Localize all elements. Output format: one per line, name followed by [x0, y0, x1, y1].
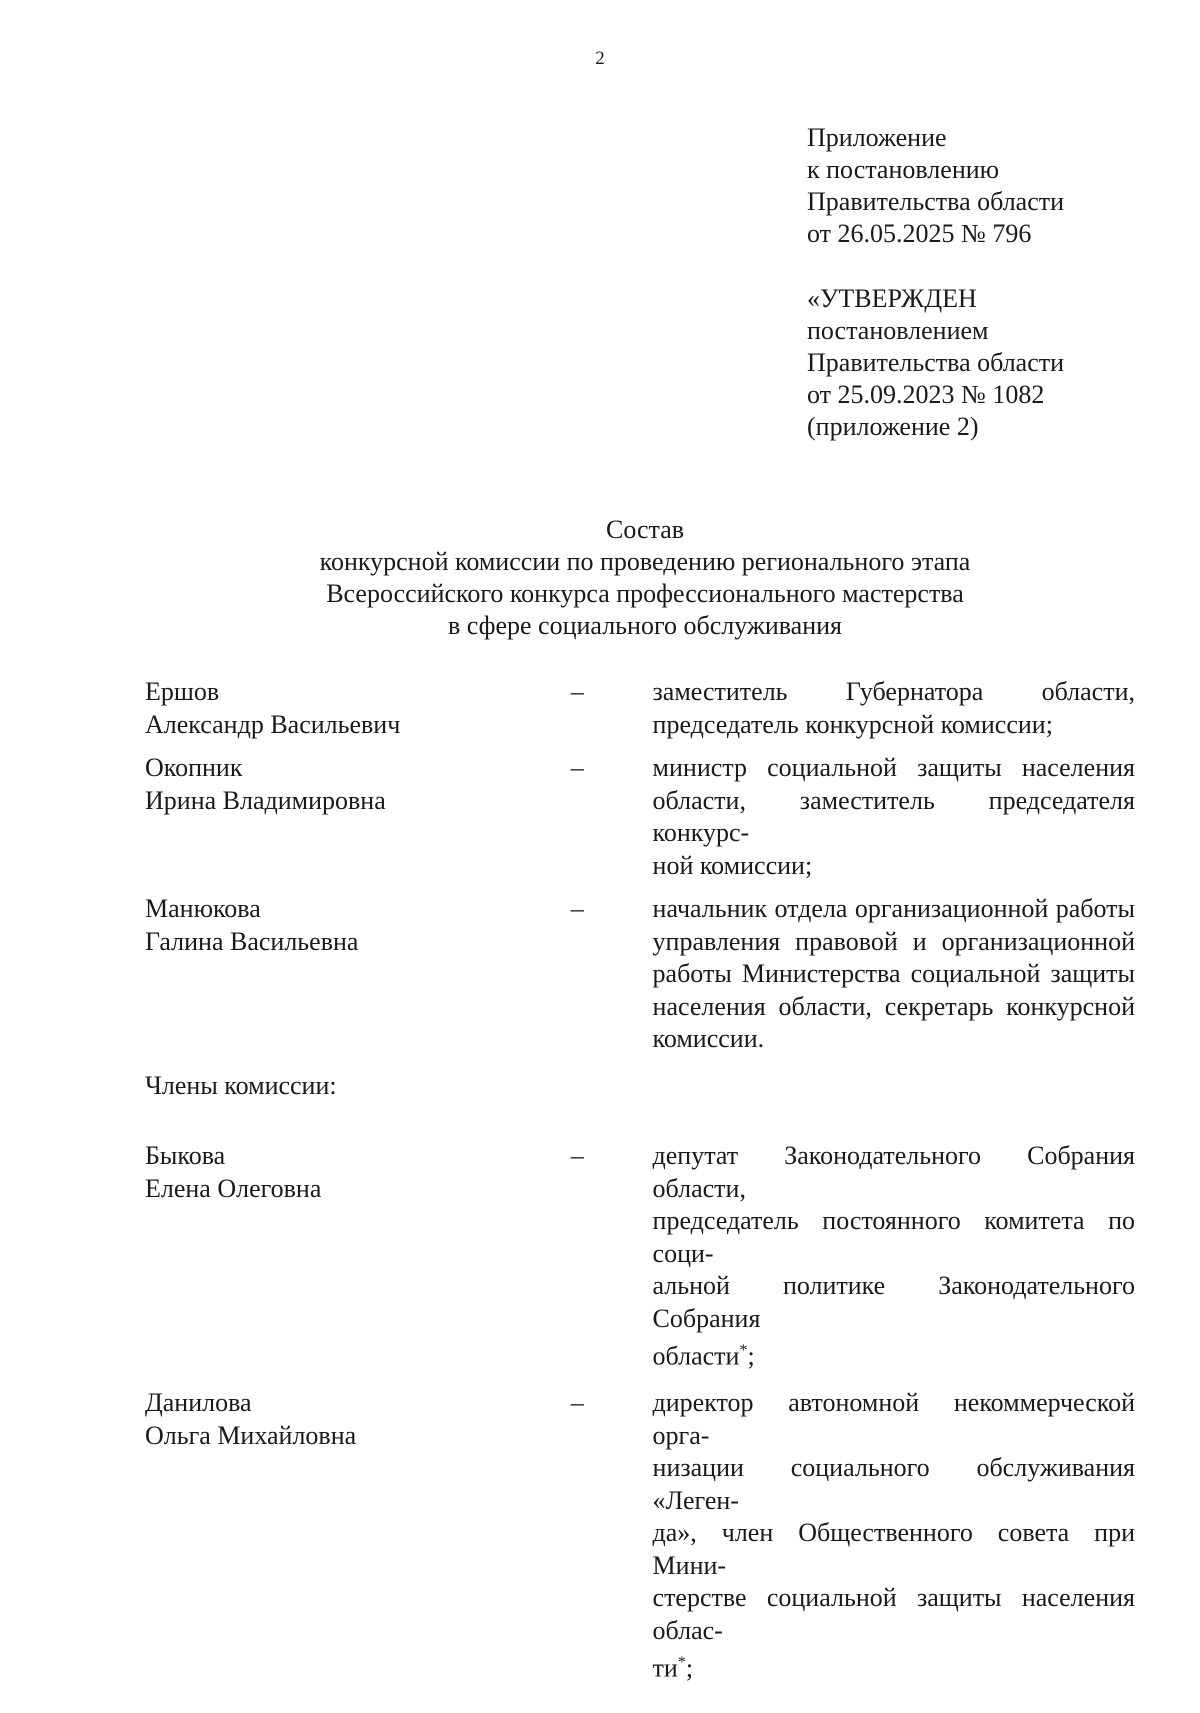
- title-line: конкурсной комиссии по проведению регионального этапа: [319, 547, 971, 576]
- commission-list: [145, 676, 1135, 1685]
- dash-separator: –: [570, 894, 584, 923]
- approval-stamp-text: [807, 283, 1064, 443]
- dash-separator: –: [570, 1141, 584, 1170]
- role-line: альной политике Законодательного Собрания: [652, 1271, 1135, 1333]
- role-line-text: ти: [652, 1653, 678, 1683]
- role-line-end: ;: [747, 1341, 755, 1371]
- dash-separator: –: [570, 677, 584, 706]
- member-name: [145, 1140, 421, 1373]
- footnote-mark: *: [677, 1654, 686, 1672]
- appendix-line: от 26.05.2025 № 796: [807, 219, 1032, 248]
- member-role: [653, 1140, 1135, 1373]
- dash-separator: –: [570, 1388, 584, 1418]
- dash-separator: –: [570, 753, 584, 782]
- member-role: [653, 893, 1135, 1056]
- member-given-names: Ирина Владимировна: [145, 785, 386, 815]
- member-surname: Ершов: [145, 677, 220, 706]
- role-line: [653, 1335, 1135, 1373]
- member-name: [145, 1387, 421, 1685]
- commission-member: [145, 752, 1135, 882]
- role-line: депутат Законодательного Собрания области,: [652, 1141, 1135, 1203]
- appendix-line: Правительства области: [807, 187, 1065, 216]
- member-given-names: Елена Олеговна: [145, 1173, 322, 1203]
- member-name: [145, 676, 421, 741]
- member-name: [145, 893, 421, 1056]
- approval-line: постановлением: [807, 316, 989, 345]
- approval-line: от 25.09.2023 № 1082: [807, 380, 1045, 409]
- document-title: [0, 514, 1200, 642]
- role-line-end: ;: [685, 1653, 694, 1683]
- member-given-names: Александр Васильевич: [145, 709, 401, 739]
- role-line: председатель конкурсной комиссии;: [652, 709, 1053, 739]
- role-line: низации социального обслуживания «Леген-: [652, 1453, 1135, 1515]
- appendix-line: к постановлению: [807, 155, 1000, 184]
- role-line: области, заместитель председателя конкурс-: [652, 785, 1135, 847]
- role-line: населения области, секретарь конкурсной: [652, 991, 1135, 1021]
- role-line: председатель постоянного комитета по соци-: [652, 1206, 1135, 1268]
- members-section-label: Члены комиссии:: [145, 1070, 337, 1100]
- role-line: начальник отдела организационной работы: [652, 894, 1135, 923]
- role-line: ной комиссии;: [652, 850, 813, 880]
- page-number: 2: [595, 48, 605, 69]
- role-line: управления правовой и организационной: [652, 926, 1135, 956]
- role-line: стерстве социальной защиты населения облас-: [652, 1583, 1135, 1645]
- member-surname: Окопник: [145, 753, 243, 782]
- appendix-heading: [807, 122, 1064, 250]
- role-line: работы Министерства социальной защиты: [652, 959, 1135, 988]
- appendix-line: Приложение: [807, 123, 947, 152]
- member-role: [653, 676, 1135, 741]
- role-line: директор автономной некоммерческой орга-: [652, 1388, 1135, 1450]
- role-line: да», член Общественного совета при Мини-: [652, 1518, 1135, 1580]
- role-line: министр социальной защиты населения: [652, 753, 1135, 782]
- commission-member: [145, 1140, 1135, 1373]
- member-surname: Быкова: [145, 1141, 226, 1170]
- approval-line: (приложение 2): [807, 412, 979, 441]
- role-line: [653, 1647, 1135, 1685]
- approval-line: Правительства области: [807, 348, 1065, 377]
- role-line: комиссии.: [652, 1024, 765, 1053]
- member-surname: Данилова: [145, 1388, 252, 1418]
- member-surname: Манюкова: [145, 894, 261, 923]
- commission-member: [145, 1387, 1135, 1685]
- member-name: [145, 752, 421, 882]
- member-role: [653, 1387, 1135, 1685]
- title-line: Всероссийского конкурса профессионального мастерства: [326, 579, 964, 608]
- footnote-mark: *: [739, 1342, 748, 1359]
- role-line: заместитель Губернатора области,: [652, 677, 1135, 706]
- member-given-names: Ольга Михайловна: [145, 1420, 357, 1450]
- member-role: [653, 752, 1135, 882]
- role-line-text: области: [652, 1341, 740, 1371]
- commission-member: [145, 893, 1135, 1056]
- title-line: в сфере социального обслуживания: [448, 611, 842, 640]
- member-given-names: Галина Васильевна: [145, 926, 359, 956]
- approval-line: «УТВЕРЖДЕН: [807, 284, 977, 313]
- commission-member: [145, 676, 1135, 741]
- title-line: Состав: [605, 515, 685, 544]
